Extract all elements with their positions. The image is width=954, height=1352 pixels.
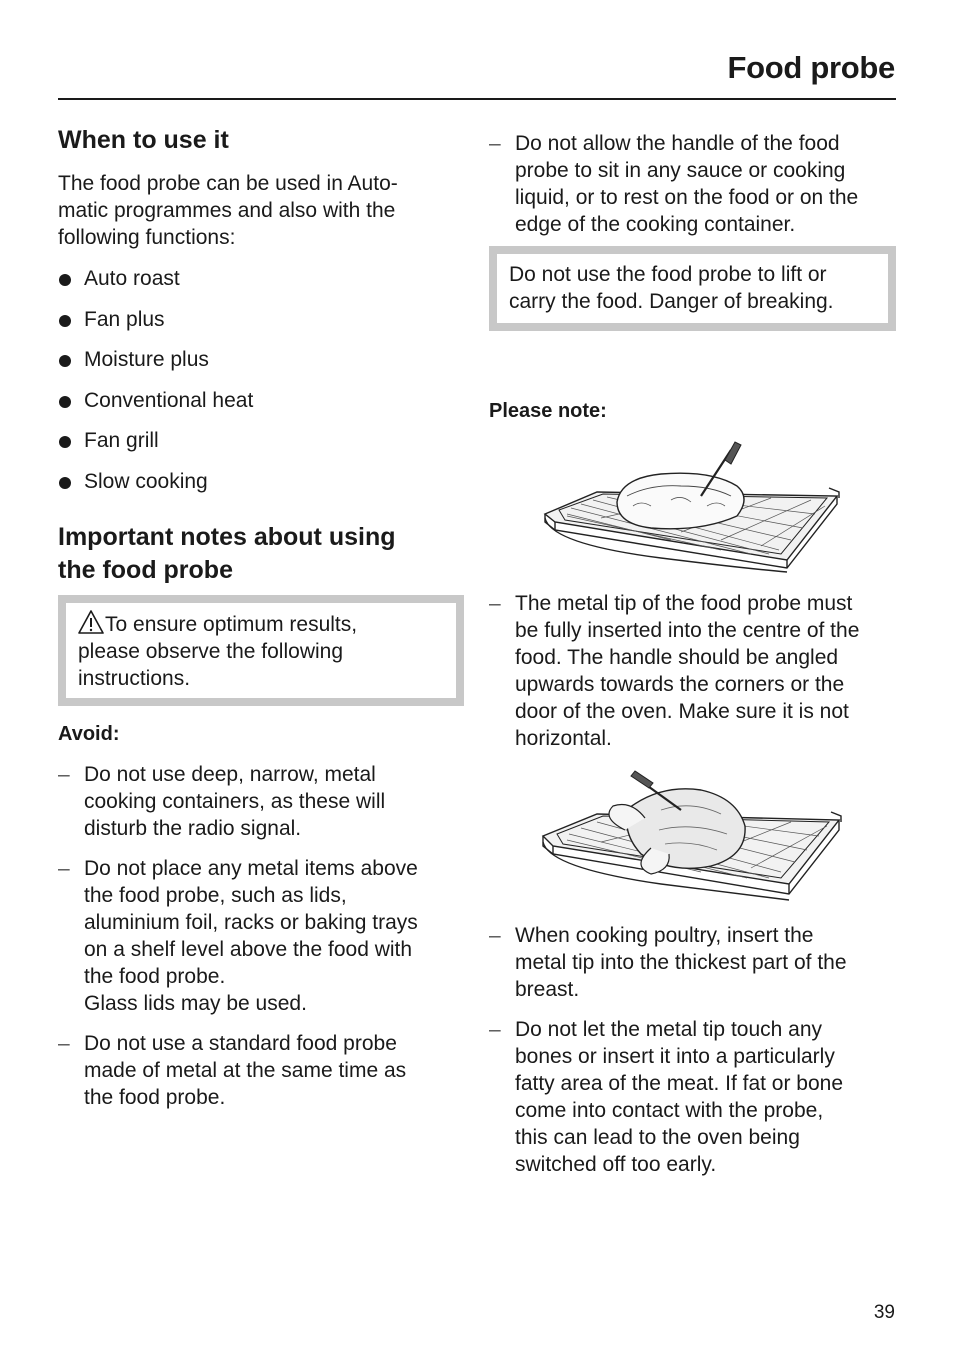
roast-tray-illustration [541, 440, 841, 576]
bullet-icon [59, 396, 71, 408]
lift-note-text: Do not use the food probe to lift or carry the food. Danger of breaking. [509, 263, 834, 313]
header-rule [58, 98, 896, 100]
warning-box [58, 595, 464, 706]
bullet-icon [59, 477, 71, 489]
avoid-label: Avoid: [58, 723, 120, 745]
handle-list [489, 130, 897, 251]
bullet-icon [59, 274, 71, 286]
list-item: Conventional heat [58, 387, 468, 428]
warning-text: To ensure optimum results, please observe the following instructions. [78, 613, 358, 690]
poultry-tray-illustration [541, 770, 845, 906]
important-notes-heading: Important notes about using the food probe [58, 523, 396, 584]
list-item: – Do not use a standard food probe made of metal at the same time as the food probe. [58, 1032, 407, 1109]
list-item: Slow cooking [58, 468, 468, 509]
please-note-label: Please note: [489, 400, 607, 422]
list-item: – Do not use deep, narrow, metal cooking containers, as these will disturb the radio signal. [58, 763, 386, 840]
page-title: Food probe [727, 50, 895, 85]
functions-list [58, 265, 468, 508]
list-item: Fan plus [58, 306, 468, 347]
list-item: Auto roast [58, 265, 468, 306]
list-item: Moisture plus [58, 346, 468, 387]
tip-list [489, 590, 897, 765]
when-intro-text: The food probe can be used in Auto- matic programmes and also with the following functions: [58, 172, 398, 249]
list-item: – The metal tip of the food probe must be fully inserted into the centre of the food. The handle should be angled upwards towards the corners or the door of the oven. Make sure it is not horizontal. [489, 592, 860, 750]
list-item: – Do not place any metal items above the food probe, such as lids, aluminium foil, racks or baking trays on a shelf level above the food with the food probe. Glass lids may be used. [58, 857, 418, 1015]
page-number: 39 [873, 1302, 895, 1323]
list-item: – Do not allow the handle of the food probe to sit in any sauce or cooking liquid, or to rest on the food or on the edge of the cooking container. [489, 132, 859, 236]
list-item: – Do not let the metal tip touch any bones or insert it into a particularly fatty area of the meat. If fat or bone come into contact with the probe, this can lead to the oven being switched off too early. [489, 1018, 844, 1176]
list-item: Fan grill [58, 427, 468, 468]
bullet-icon [59, 355, 71, 367]
lift-note-box [489, 246, 896, 331]
bullet-icon [59, 315, 71, 327]
poultry-list [489, 922, 897, 1191]
avoid-list [58, 761, 458, 1124]
when-to-use-heading: When to use it [58, 126, 229, 154]
warning-triangle-icon [78, 610, 104, 634]
list-item: – When cooking poultry, insert the metal tip into the thickest part of the breast. [489, 924, 847, 1001]
bullet-icon [59, 436, 71, 448]
